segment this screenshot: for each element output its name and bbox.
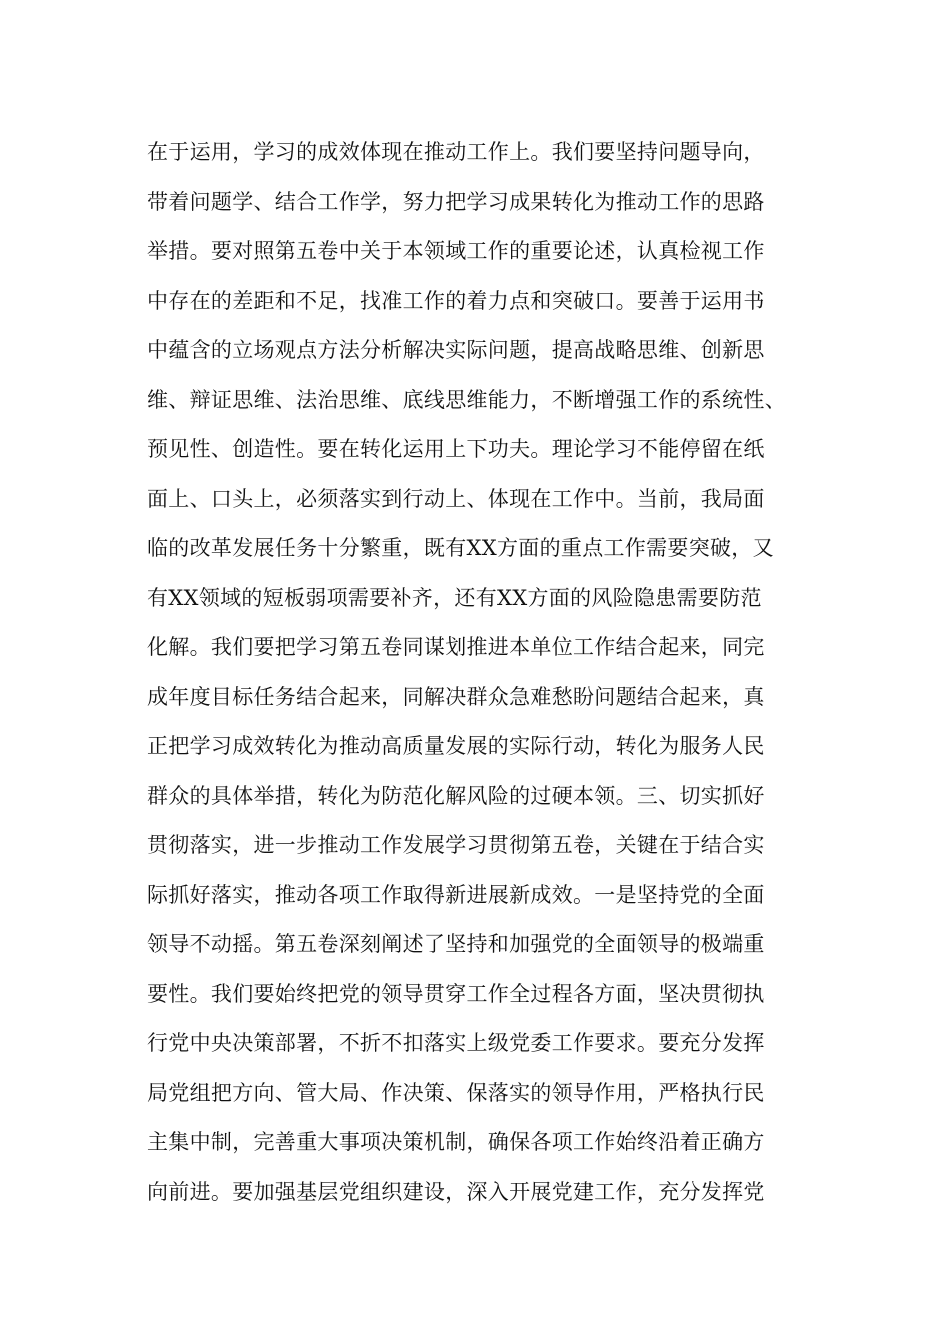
body-text <box>147 128 827 1217</box>
text-line: 局党组把方向、管大局、作决策、保落实的领导作用，严格执行民 <box>147 1080 765 1105</box>
text-line: 中蕴含的立场观点方法分析解决实际问题，提高战略思维、创新思 <box>147 338 765 362</box>
text-line: 有XX领域的短板弱项需要补齐，还有XX方面的风险隐患需要防范 <box>147 585 762 610</box>
text-line: 成年度目标任务结合起来，同解决群众急难愁盼问题结合起来，真 <box>147 684 765 709</box>
text-line: 化解。我们要把学习第五卷同谋划推进本单位工作结合起来，同完 <box>147 635 765 659</box>
text-line: 中存在的差距和不足，找准工作的着力点和突破口。要善于运用书 <box>147 288 765 313</box>
text-line: 带着问题学、结合工作学，努力把学习成果转化为推动工作的思路 <box>147 189 765 214</box>
text-line: 领导不动摇。第五卷深刻阐述了坚持和加强党的全面领导的极端重 <box>147 932 765 956</box>
text-line: 预见性、创造性。要在转化运用上下功夫。理论学习不能停留在纸 <box>147 437 765 461</box>
text-line: 在于运用，学习的成效体现在推动工作上。我们要坚持问题导向， <box>147 140 765 164</box>
text-line: 贯彻落实，进一步推动工作发展学习贯彻第五卷，关键在于结合实 <box>147 833 765 857</box>
text-line: 正把学习成效转化为推动高质量发展的实际行动，转化为服务人民 <box>147 734 765 758</box>
text-line: 举措。要对照第五卷中关于本领域工作的重要论述，认真检视工作 <box>147 239 765 263</box>
text-line: 向前进。要加强基层党组织建设，深入开展党建工作，充分发挥党 <box>147 1179 765 1204</box>
text-line: 维、辩证思维、法治思维、底线思维能力，不断增强工作的系统性、 <box>147 387 786 412</box>
text-line: 行党中央决策部署，不折不扣落实上级党委工作要求。要充分发挥 <box>147 1031 765 1055</box>
text-line: 际抓好落实，推动各项工作取得新进展新成效。一是坚持党的全面 <box>147 882 765 907</box>
text-line: 临的改革发展任务十分繁重，既有XX方面的重点工作需要突破，又 <box>147 536 774 560</box>
text-line: 要性。我们要始终把党的领导贯穿工作全过程各方面，坚决贯彻执 <box>147 981 765 1006</box>
text-line: 主集中制，完善重大事项决策机制，确保各项工作始终沿着正确方 <box>147 1130 765 1154</box>
text-line: 群众的具体举措，转化为防范化解风险的过硬本领。三、切实抓好 <box>147 783 765 808</box>
text-line: 面上、口头上，必须落实到行动上、体现在工作中。当前，我局面 <box>147 486 765 511</box>
